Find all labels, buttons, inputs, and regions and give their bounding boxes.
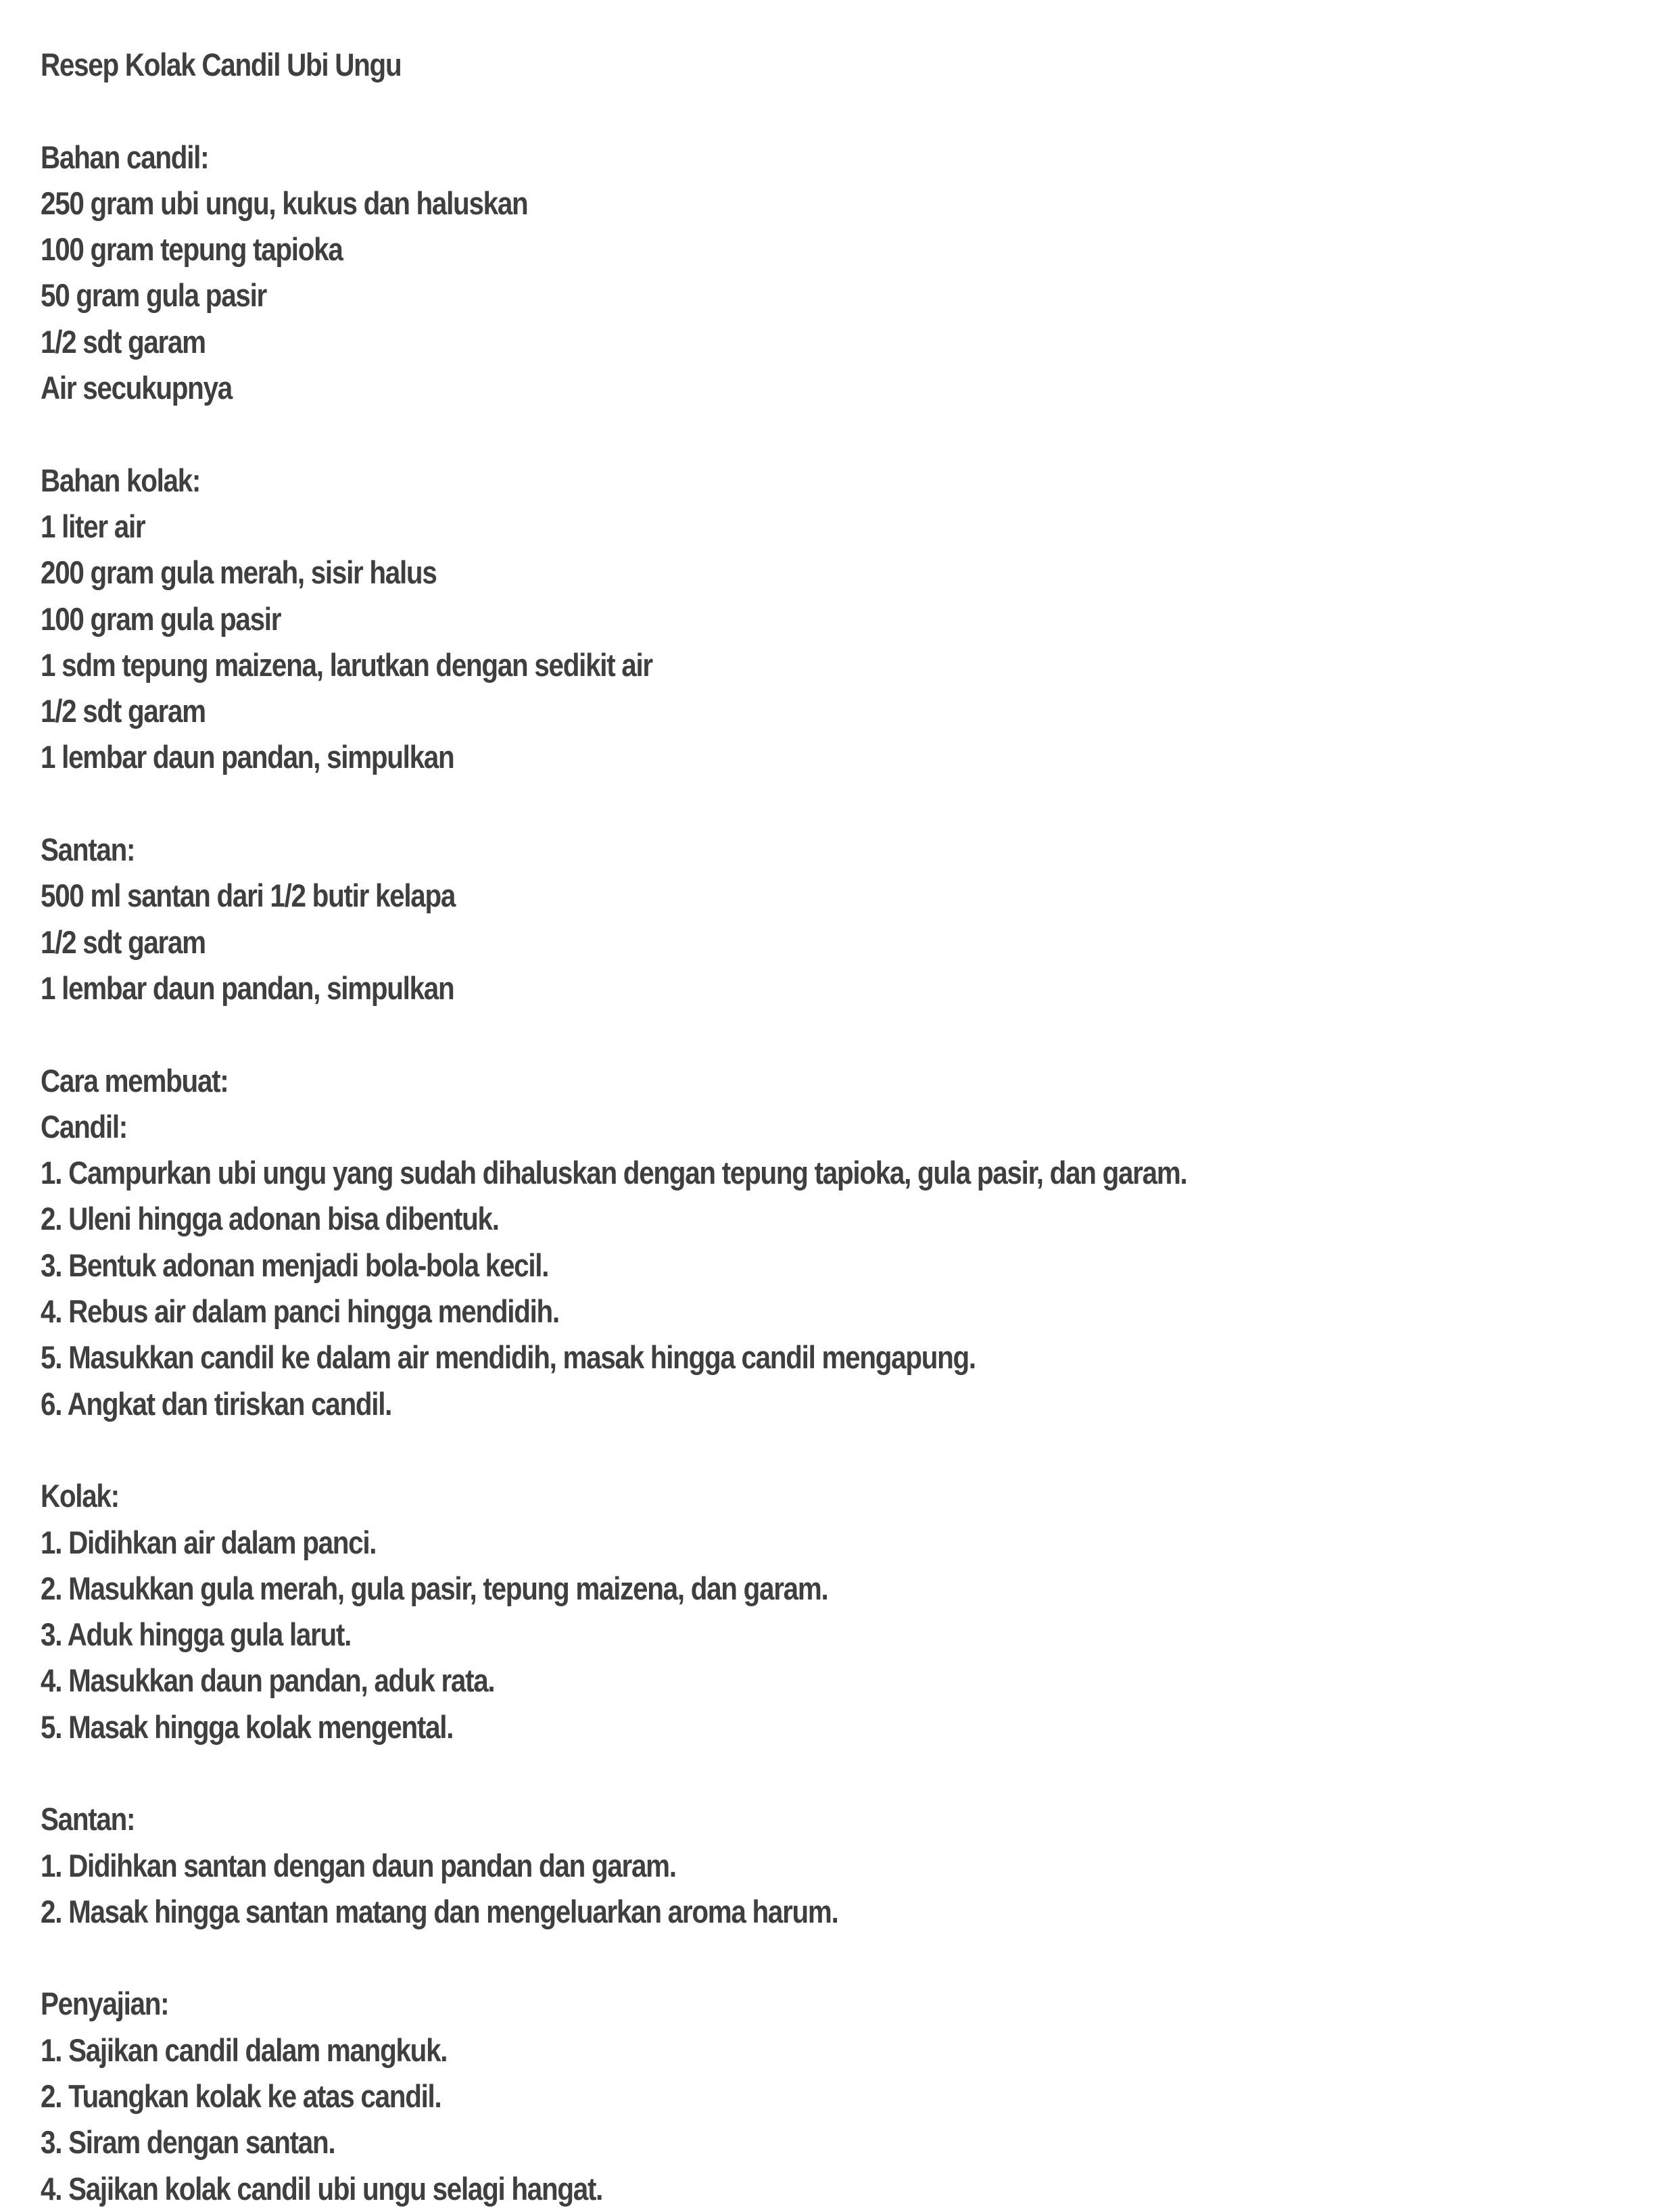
ingredient-item: 250 gram ubi ungu, kukus dan haluskan (41, 185, 528, 221)
ingredient-item: Air secukupnya (41, 370, 232, 406)
section-heading-cara-membuat: Cara membuat: (41, 1062, 229, 1099)
ingredient-item: 100 gram gula pasir (41, 600, 281, 637)
subsection-heading-santan: Santan: (41, 1801, 135, 1837)
ingredient-item: 1/2 sdt garam (41, 693, 206, 729)
step-item: 5. Masukkan candil ke dalam air mendidih, masak hingga candil mengapung. (41, 1339, 976, 1376)
recipe-document (41, 42, 1413, 2212)
step-item: 5. Masak hingga kolak mengental. (41, 1708, 454, 1745)
blank-line (41, 411, 1413, 457)
subsection-heading-penyajian: Penyajian: (41, 1986, 169, 2022)
step-item: 6. Angkat dan tiriskan candil. (41, 1385, 392, 1422)
step-item: 2. Masak hingga santan matang dan mengeluarkan aroma harum. (41, 1893, 838, 1929)
step-item: 1. Campurkan ubi ungu yang sudah dihaluskan dengan tepung tapioka, gula pasir, dan garam. (41, 1155, 1187, 1191)
step-item: 2. Masukkan gula merah, gula pasir, tepung maizena, dan garam. (41, 1570, 828, 1606)
step-item: 3. Aduk hingga gula larut. (41, 1616, 352, 1653)
step-item: 3. Bentuk adonan menjadi bola-bola kecil. (41, 1247, 549, 1283)
blank-line (41, 1935, 1413, 1981)
blank-line (41, 1011, 1413, 1057)
ingredient-item: 1 lembar daun pandan, simpulkan (41, 739, 454, 775)
ingredient-item: 1 sdm tepung maizena, larutkan dengan sedikit air (41, 646, 652, 683)
blank-line (41, 1750, 1413, 1796)
ingredient-item: 200 gram gula merah, sisir halus (41, 554, 437, 591)
blank-line (41, 88, 1413, 134)
step-item: 1. Sajikan candil dalam mangkuk. (41, 2031, 448, 2068)
step-item: 3. Siram dengan santan. (41, 2124, 335, 2161)
step-item: 2. Uleni hingga adonan bisa dibentuk. (41, 1201, 499, 1237)
ingredient-item: 100 gram tepung tapioka (41, 231, 343, 268)
blank-line (41, 781, 1413, 827)
ingredient-item: 50 gram gula pasir (41, 277, 266, 314)
ingredient-item: 1 lembar daun pandan, simpulkan (41, 969, 454, 1006)
step-item: 1. Didihkan santan dengan daun pandan dan garam. (41, 1847, 676, 1883)
ingredient-item: 500 ml santan dari 1/2 butir kelapa (41, 877, 456, 914)
step-item: 4. Rebus air dalam panci hingga mendidih. (41, 1293, 559, 1330)
recipe-title: Resep Kolak Candil Ubi Ungu (41, 47, 402, 82)
step-item: 4. Masukkan daun pandan, aduk rata. (41, 1662, 495, 1699)
subsection-heading-candil: Candil: (41, 1108, 127, 1145)
ingredient-item: 1 liter air (41, 508, 145, 544)
step-item: 1. Didihkan air dalam panci. (41, 1524, 377, 1560)
section-heading-bahan-kolak: Bahan kolak: (41, 462, 201, 498)
step-item: 2. Tuangkan kolak ke atas candil. (41, 2078, 441, 2115)
section-heading-bahan-candil: Bahan candil: (41, 139, 209, 175)
step-item: 4. Sajikan kolak candil ubi ungu selagi hangat. (41, 2170, 603, 2207)
ingredient-item: 1/2 sdt garam (41, 323, 206, 360)
blank-line (41, 1427, 1413, 1473)
subsection-heading-kolak: Kolak: (41, 1478, 119, 1514)
ingredient-item: 1/2 sdt garam (41, 923, 206, 960)
section-heading-santan: Santan: (41, 832, 135, 868)
